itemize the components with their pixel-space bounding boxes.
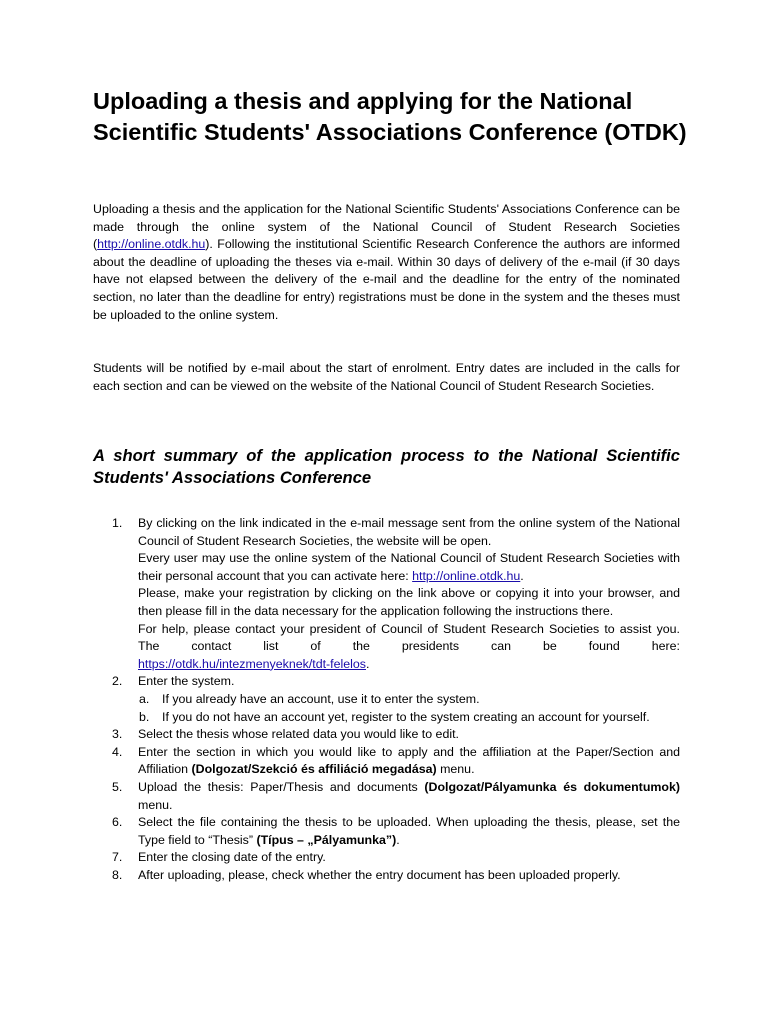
step-number: 4. <box>112 744 123 759</box>
step-number: 6. <box>112 815 123 830</box>
step-1-text-b <box>138 550 680 585</box>
intro-p1-text-a: Uploading a thesis and the application for the National Scientific Students' Associations Conference can be made through the online system of the National Council of Student Research Societies ( <box>93 202 680 252</box>
online-system-link-2[interactable]: http://online.otdk.hu <box>412 568 521 583</box>
step-5-tail: menu. <box>138 797 173 812</box>
step-1-text-e <box>138 656 680 674</box>
summary-heading: A short summary of the application process to the National Scientific Students' Associations Conference <box>93 446 680 487</box>
step-6-text: Select the file containing the thesis to be uploaded. When uploading the thesis, please, set the Type field to “Thesis” <box>138 815 680 847</box>
step-2-text: Enter the system. <box>138 674 235 689</box>
step-7-text: Enter the closing date of the entry. <box>138 850 326 865</box>
page-title: Uploading a thesis and applying for the National Scientific Students' Associations Conference (OTDK) <box>93 88 687 145</box>
step-1 <box>112 515 680 673</box>
intro-p1-text-b: ). Following the institutional Scientific Research Conference the authors are informed about the deadline of uploading the theses via e-mail. Within 30 days of delivery of the e-mail (if 30 days have not elapsed between the delivery of the e-mail and the deadline for the entry of the nominated section, no later than the deadline for entry) registrations must be done in the system and the theses must be uploaded to the online system. <box>93 237 680 322</box>
substep-letter: a. <box>139 691 150 706</box>
step-1-text-d: For help, please contact your president of Council of Student Research Societies to assist you. The contact list of the presidents can be found here: <box>138 621 680 654</box>
president-contacts-link[interactable]: https://otdk.hu/intezmenyeknek/tdt-felelos <box>138 656 366 671</box>
step-1-text-e-end: . <box>365 656 370 671</box>
step-8-text: After uploading, please, check whether the entry document has been uploaded properly. <box>138 867 621 882</box>
step-1-text-c: Please, make your registration by clicking on the link above or copying it into your browser, and then please fill in the data necessary for the application following the instructions there. <box>138 586 680 618</box>
step-3 <box>112 726 680 744</box>
step-6 <box>112 814 680 849</box>
step-6-bold: (Típus – „Pályamunka”) <box>256 832 397 847</box>
step-5-bold: (Dolgozat/Pályamunka és dokumentumok) <box>424 779 680 794</box>
step-number: 5. <box>112 779 123 794</box>
step-8 <box>112 867 680 885</box>
step-3-text: Select the thesis whose related data you would like to edit. <box>138 727 459 742</box>
step-2b-text: If you do not have an account yet, register to the system creating an account for yourself. <box>162 709 650 724</box>
step-1-text-a: By clicking on the link indicated in the e-mail message sent from the online system of the National Council of Student Research Societies, the website will be open. <box>138 516 680 548</box>
step-1-text-b-start: Every user may use the online system of the National Council of Student Research Societies with their personal account that you can activate here: <box>138 551 680 583</box>
step-4-bold: (Dolgozat/Szekció és affiliáció megadása) <box>191 762 437 777</box>
step-4-text: Enter the section in which you would like to apply and the affiliation at the Paper/Section and Affiliation <box>138 744 680 777</box>
step-4 <box>112 744 680 779</box>
steps-list <box>112 515 680 884</box>
step-5 <box>112 779 680 814</box>
step-2a-text: If you already have an account, use it to enter the system. <box>162 691 480 706</box>
step-2 <box>112 673 680 726</box>
step-2b <box>139 709 680 727</box>
step-5-text: Upload the thesis: Paper/Thesis and documents <box>138 779 425 794</box>
intro-paragraph-2: Students will be notified by e-mail about the start of enrolment. Entry dates are included in the calls for each section and can be viewed on the website of the National Council of Student Research Societies. <box>93 361 680 393</box>
step-2a <box>139 691 680 709</box>
step-4-tail: menu. <box>436 762 475 777</box>
substep-letter: b. <box>139 709 150 724</box>
online-system-link[interactable]: http://online.otdk.hu <box>97 237 206 252</box>
step-6-tail: . <box>396 832 400 847</box>
step-number: 1. <box>112 516 123 530</box>
step-number: 2. <box>112 674 123 689</box>
step-number: 7. <box>112 850 123 865</box>
step-7 <box>112 849 680 867</box>
intro-paragraph-1 <box>93 201 680 324</box>
step-number: 3. <box>112 727 123 742</box>
step-1-text-b-end: . <box>520 568 524 583</box>
step-number: 8. <box>112 867 123 882</box>
step-2-sublist <box>138 691 680 726</box>
